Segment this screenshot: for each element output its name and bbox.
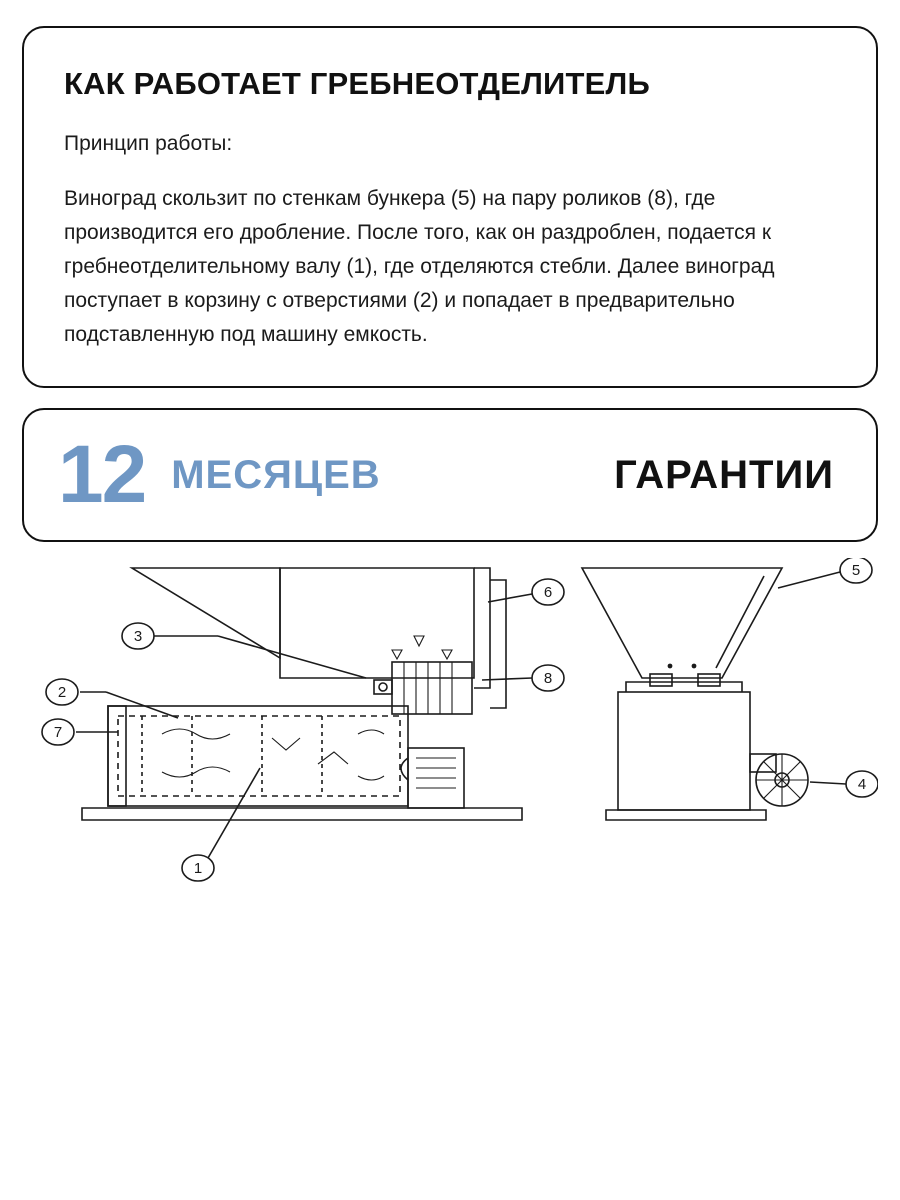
callout-label-6: 6	[543, 584, 553, 602]
info-card	[22, 26, 878, 388]
machine-diagram-svg	[22, 558, 878, 918]
callout-label-7: 7	[53, 724, 63, 742]
callout-label-8: 8	[543, 670, 553, 688]
callout-label-4: 4	[857, 776, 867, 794]
page-title: КАК РАБОТАЕТ ГРЕБНЕОТДЕЛИТЕЛЬ	[64, 66, 650, 101]
callout-label-2: 2	[57, 684, 67, 702]
callout-label-3: 3	[133, 628, 143, 646]
callout-label-1: 1	[193, 860, 203, 878]
warranty-card	[22, 408, 878, 542]
machine-diagram	[22, 558, 878, 918]
warranty-months-label: МЕСЯЦЕВ	[171, 452, 381, 497]
warranty-number: 12	[58, 429, 146, 521]
principle-label: Принцип работы:	[64, 131, 233, 155]
warranty-word-label: ГАРАНТИИ	[614, 452, 834, 497]
principle-description: Виноград скользит по стенкам бункера (5) на пару роликов (8), где производится его дробление. После того, как он раздроблен, подается к гребнеотделительному валу (1), где отделяются стебли. Далее виноград поступает в корзину с отверстиями (2) и попадает в предварительно подставленную под машину емкость.	[64, 187, 775, 347]
callout-label-5: 5	[851, 562, 861, 580]
